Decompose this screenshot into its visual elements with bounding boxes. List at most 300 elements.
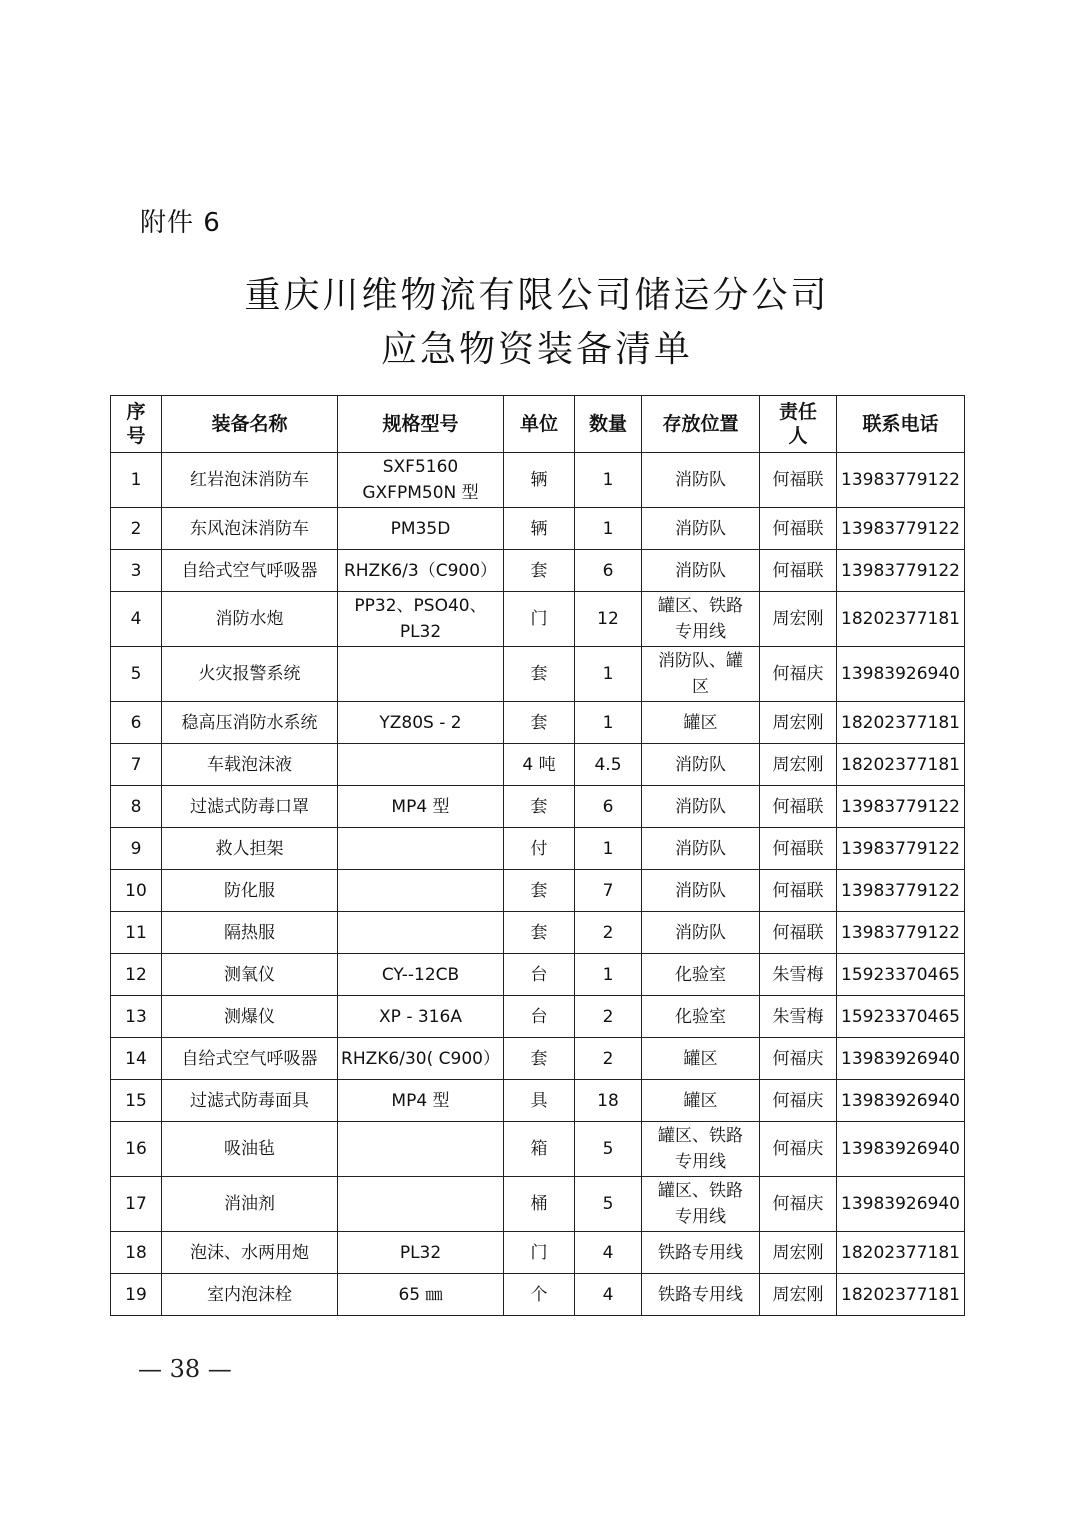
cell-text: YZ80S - 2 — [379, 712, 462, 733]
cell-unit — [504, 508, 575, 550]
cell-name — [162, 550, 338, 592]
cell-no — [111, 744, 162, 786]
cell-text: 套 — [530, 664, 548, 684]
equipment-table — [110, 395, 965, 1316]
cell-no — [111, 453, 162, 508]
cell-text: 6 — [130, 712, 142, 733]
cell-text: 1 — [602, 964, 614, 985]
cell-location — [642, 1274, 760, 1316]
cell-qty — [575, 828, 642, 870]
cell-text: 具 — [530, 1090, 548, 1111]
cell-unit — [504, 744, 575, 786]
cell-text: 7 — [130, 754, 142, 775]
cell-text: PP32、PSO40、 PL32 — [354, 596, 487, 642]
cell-spec — [338, 1177, 504, 1232]
cell-text: 4 — [602, 1242, 614, 1263]
cell-text: 消防队 — [675, 470, 726, 490]
cell-text: 1 — [602, 664, 614, 684]
cell-qty — [575, 1232, 642, 1274]
cell-spec — [338, 1232, 504, 1274]
cell-text: 2 — [602, 922, 614, 943]
cell-text: XP - 316A — [379, 1006, 462, 1027]
cell-spec — [338, 786, 504, 828]
cell-qty — [575, 870, 642, 912]
cell-text: 2 — [130, 518, 142, 539]
cell-text: 19 — [125, 1284, 147, 1305]
cell-no — [111, 1274, 162, 1316]
cell-unit — [504, 647, 575, 702]
cell-person — [760, 1080, 837, 1122]
table-row — [111, 912, 965, 954]
cell-text: 何福联 — [772, 880, 824, 901]
cell-text: 13983926940 — [841, 664, 960, 684]
cell-text: 箱 — [530, 1139, 548, 1159]
header-phone: 联系电话 — [837, 396, 965, 453]
cell-text: 桶 — [530, 1194, 548, 1214]
table-row — [111, 1122, 965, 1177]
cell-unit — [504, 954, 575, 996]
cell-text: 罐区、铁路 专用线 — [658, 1181, 743, 1227]
cell-location — [642, 786, 760, 828]
cell-text: 罐区、铁路 专用线 — [658, 596, 743, 642]
cell-phone — [837, 550, 965, 592]
cell-unit — [504, 870, 575, 912]
cell-location — [642, 702, 760, 744]
cell-text: 周宏刚 — [772, 1284, 824, 1305]
cell-text: 消防队 — [675, 922, 726, 943]
cell-name — [162, 1232, 338, 1274]
cell-spec — [338, 453, 504, 508]
cell-qty — [575, 954, 642, 996]
cell-name — [162, 954, 338, 996]
cell-text: 消油剂 — [224, 1194, 275, 1214]
cell-text: 9 — [130, 838, 142, 859]
cell-unit — [504, 1080, 575, 1122]
cell-text: 铁路专用线 — [658, 1242, 743, 1263]
cell-text: 18202377181 — [841, 1242, 960, 1263]
header-qty: 数量 — [575, 396, 642, 453]
cell-location — [642, 1232, 760, 1274]
cell-spec — [338, 954, 504, 996]
cell-text: MP4 型 — [391, 1090, 450, 1111]
cell-text: 5 — [602, 1194, 614, 1214]
cell-text: PM35D — [390, 518, 451, 539]
header-spec: 规格型号 — [338, 396, 504, 453]
cell-text: 10 — [125, 880, 147, 901]
cell-text: 隔热服 — [224, 922, 275, 943]
cell-text: 个 — [530, 1284, 548, 1305]
cell-phone — [837, 1232, 965, 1274]
cell-text: 吸油毡 — [224, 1139, 275, 1159]
cell-spec — [338, 508, 504, 550]
cell-person — [760, 1232, 837, 1274]
cell-spec — [338, 702, 504, 744]
cell-text: 周宏刚 — [772, 1242, 824, 1263]
cell-text: 13983779122 — [841, 838, 960, 859]
cell-qty — [575, 912, 642, 954]
cell-text: 65 ㎜ — [398, 1284, 443, 1305]
cell-text: 消防队 — [675, 796, 726, 817]
cell-text: 15923370465 — [841, 964, 960, 985]
cell-spec — [338, 1274, 504, 1316]
cell-location — [642, 1080, 760, 1122]
table-row — [111, 786, 965, 828]
cell-qty — [575, 702, 642, 744]
cell-name — [162, 786, 338, 828]
cell-qty — [575, 592, 642, 647]
cell-text: 辆 — [530, 470, 548, 490]
cell-text: 15923370465 — [841, 1006, 960, 1027]
cell-spec — [338, 550, 504, 592]
cell-text: 1 — [602, 712, 614, 733]
cell-text: 何福庆 — [772, 1139, 824, 1159]
cell-text: 消防队 — [675, 880, 726, 901]
cell-text: 何福庆 — [772, 1090, 824, 1111]
cell-text: 5 — [130, 664, 142, 684]
table-row — [111, 954, 965, 996]
cell-spec — [338, 592, 504, 647]
cell-no — [111, 912, 162, 954]
cell-text: 2 — [602, 1006, 614, 1027]
cell-name — [162, 1177, 338, 1232]
header-person: 责任 人 — [760, 396, 837, 453]
table-row — [111, 828, 965, 870]
cell-name — [162, 647, 338, 702]
table-row — [111, 996, 965, 1038]
cell-text: MP4 型 — [391, 796, 450, 817]
cell-no — [111, 1177, 162, 1232]
cell-spec — [338, 1122, 504, 1177]
cell-text: 13 — [125, 1006, 147, 1027]
cell-no — [111, 702, 162, 744]
cell-text: 门 — [530, 1242, 548, 1263]
cell-text: 4 吨 — [522, 754, 556, 775]
cell-phone — [837, 912, 965, 954]
cell-text: 15 — [125, 1090, 147, 1111]
cell-text: 化验室 — [675, 964, 726, 985]
cell-text: 13983779122 — [841, 518, 960, 539]
cell-phone — [837, 954, 965, 996]
cell-no — [111, 1122, 162, 1177]
cell-name — [162, 828, 338, 870]
cell-phone — [837, 1177, 965, 1232]
cell-text: RHZK6/3（C900） — [343, 560, 498, 581]
cell-phone — [837, 870, 965, 912]
cell-text: 台 — [530, 964, 548, 985]
cell-text: 自给式空气呼吸器 — [181, 1048, 318, 1069]
cell-phone — [837, 1122, 965, 1177]
cell-person — [760, 744, 837, 786]
cell-text: 何福联 — [772, 560, 824, 581]
cell-text: 18202377181 — [841, 1284, 960, 1305]
cell-person — [760, 508, 837, 550]
cell-no — [111, 1038, 162, 1080]
cell-name — [162, 744, 338, 786]
cell-location — [642, 1177, 760, 1232]
cell-text: 11 — [125, 922, 147, 943]
cell-text: 18202377181 — [841, 712, 960, 733]
cell-person — [760, 550, 837, 592]
cell-no — [111, 592, 162, 647]
cell-unit — [504, 1122, 575, 1177]
cell-text: 套 — [530, 1048, 548, 1069]
cell-text: 朱雪梅 — [772, 964, 824, 985]
cell-person — [760, 912, 837, 954]
cell-qty — [575, 453, 642, 508]
cell-unit — [504, 786, 575, 828]
cell-name — [162, 453, 338, 508]
cell-person — [760, 870, 837, 912]
cell-person — [760, 1122, 837, 1177]
cell-text: 8 — [130, 796, 142, 817]
cell-phone — [837, 786, 965, 828]
cell-text: 朱雪梅 — [772, 1006, 824, 1027]
cell-qty — [575, 550, 642, 592]
cell-no — [111, 647, 162, 702]
cell-name — [162, 1038, 338, 1080]
cell-unit — [504, 592, 575, 647]
cell-text: 消防水炮 — [215, 609, 284, 629]
cell-text: 1 — [602, 518, 614, 539]
cell-location — [642, 996, 760, 1038]
cell-no — [111, 828, 162, 870]
cell-text: 13983926940 — [841, 1139, 960, 1159]
cell-person — [760, 954, 837, 996]
cell-text: 车载泡沫液 — [207, 754, 292, 775]
table-row — [111, 1274, 965, 1316]
cell-text: 消防队 — [675, 560, 726, 581]
cell-text: 过滤式防毒面具 — [190, 1090, 309, 1111]
cell-name — [162, 1080, 338, 1122]
table-row — [111, 453, 965, 508]
cell-text: 测爆仪 — [224, 1006, 275, 1027]
cell-text: 过滤式防毒口罩 — [190, 796, 309, 817]
cell-phone — [837, 744, 965, 786]
cell-text: RHZK6/30( C900） — [341, 1048, 500, 1069]
cell-text: 7 — [602, 880, 614, 901]
document-subtitle: 应急物资装备清单 — [380, 329, 693, 370]
cell-text: 17 — [125, 1194, 147, 1214]
cell-text: 台 — [530, 1006, 548, 1027]
cell-text: 13983779122 — [841, 880, 960, 901]
cell-text: 室内泡沫栓 — [207, 1284, 292, 1305]
header-no: 序 号 — [111, 396, 162, 453]
header-unit: 单位 — [504, 396, 575, 453]
cell-name — [162, 508, 338, 550]
cell-text: 1 — [130, 470, 142, 490]
cell-text: 付 — [530, 838, 548, 859]
cell-unit — [504, 996, 575, 1038]
cell-text: 周宏刚 — [772, 754, 824, 775]
page-number: — 38 — — [138, 1355, 232, 1383]
cell-location — [642, 592, 760, 647]
cell-text: 消防队 — [675, 518, 726, 539]
cell-text: 13983926940 — [841, 1090, 960, 1111]
table-row — [111, 550, 965, 592]
cell-qty — [575, 1122, 642, 1177]
cell-text: 套 — [530, 560, 548, 581]
cell-text: 13983779122 — [841, 560, 960, 581]
cell-phone — [837, 453, 965, 508]
cell-text: 13983779122 — [841, 470, 960, 490]
table-row — [111, 702, 965, 744]
cell-location — [642, 1122, 760, 1177]
cell-name — [162, 996, 338, 1038]
table-row — [111, 592, 965, 647]
cell-phone — [837, 1274, 965, 1316]
cell-qty — [575, 1274, 642, 1316]
cell-text: 13983779122 — [841, 922, 960, 943]
cell-spec — [338, 912, 504, 954]
cell-phone — [837, 996, 965, 1038]
table-row — [111, 1232, 965, 1274]
cell-person — [760, 592, 837, 647]
cell-text: 火灾报警系统 — [198, 664, 301, 684]
attachment-label: 附件 6 — [140, 208, 221, 238]
cell-phone — [837, 647, 965, 702]
cell-no — [111, 1080, 162, 1122]
cell-text: 消防队、罐 区 — [658, 651, 743, 697]
cell-text: 罐区 — [683, 1090, 718, 1111]
cell-text: 18 — [597, 1090, 619, 1111]
cell-text: 12 — [597, 609, 619, 629]
cell-unit — [504, 912, 575, 954]
cell-text: 16 — [125, 1139, 147, 1159]
table-row — [111, 870, 965, 912]
cell-spec — [338, 1038, 504, 1080]
cell-person — [760, 1038, 837, 1080]
cell-text: 救人担架 — [215, 838, 284, 859]
cell-qty — [575, 1080, 642, 1122]
cell-unit — [504, 1177, 575, 1232]
cell-person — [760, 453, 837, 508]
cell-unit — [504, 453, 575, 508]
cell-text: 套 — [530, 880, 548, 901]
cell-phone — [837, 702, 965, 744]
cell-location — [642, 744, 760, 786]
cell-name — [162, 1274, 338, 1316]
cell-no — [111, 786, 162, 828]
cell-text: 4.5 — [594, 754, 622, 775]
cell-spec — [338, 647, 504, 702]
cell-text: 6 — [602, 560, 614, 581]
document-title: 重庆川维物流有限公司储运分公司 — [244, 275, 830, 316]
table-row — [111, 1038, 965, 1080]
cell-text: 何福庆 — [772, 1194, 824, 1214]
cell-qty — [575, 786, 642, 828]
cell-text: 18 — [125, 1242, 147, 1263]
cell-text: 何福联 — [772, 922, 824, 943]
cell-location — [642, 647, 760, 702]
cell-text: 消防队 — [675, 754, 726, 775]
cell-text: 5 — [602, 1139, 614, 1159]
cell-name — [162, 592, 338, 647]
cell-qty — [575, 996, 642, 1038]
cell-person — [760, 996, 837, 1038]
cell-location — [642, 912, 760, 954]
cell-name — [162, 702, 338, 744]
table-row — [111, 1177, 965, 1232]
cell-spec — [338, 744, 504, 786]
table-row — [111, 1080, 965, 1122]
cell-unit — [504, 702, 575, 744]
cell-phone — [837, 1080, 965, 1122]
cell-text: 罐区 — [683, 712, 718, 733]
cell-person — [760, 1177, 837, 1232]
cell-text: 1 — [602, 838, 614, 859]
cell-text: 18202377181 — [841, 609, 960, 629]
cell-phone — [837, 508, 965, 550]
cell-no — [111, 996, 162, 1038]
cell-location — [642, 453, 760, 508]
table-row — [111, 744, 965, 786]
cell-text: 套 — [530, 922, 548, 943]
cell-text: 何福联 — [772, 796, 824, 817]
cell-text: 消防队 — [675, 838, 726, 859]
cell-no — [111, 550, 162, 592]
cell-text: 周宏刚 — [772, 712, 824, 733]
cell-text: 何福联 — [772, 518, 824, 539]
cell-text: 自给式空气呼吸器 — [181, 560, 318, 581]
cell-location — [642, 1038, 760, 1080]
cell-person — [760, 1274, 837, 1316]
cell-text: 18202377181 — [841, 754, 960, 775]
cell-text: 何福联 — [772, 470, 824, 490]
cell-no — [111, 870, 162, 912]
table-row — [111, 508, 965, 550]
cell-qty — [575, 744, 642, 786]
cell-phone — [837, 828, 965, 870]
cell-name — [162, 912, 338, 954]
cell-no — [111, 508, 162, 550]
cell-location — [642, 870, 760, 912]
cell-text: 3 — [130, 560, 142, 581]
table-header-row — [111, 396, 965, 453]
cell-qty — [575, 1177, 642, 1232]
table-row — [111, 647, 965, 702]
cell-unit — [504, 1274, 575, 1316]
cell-unit — [504, 1232, 575, 1274]
cell-spec — [338, 996, 504, 1038]
cell-text: CY--12CB — [381, 964, 460, 985]
cell-text: 何福联 — [772, 838, 824, 859]
cell-no — [111, 1232, 162, 1274]
cell-text: 罐区 — [683, 1048, 718, 1069]
cell-qty — [575, 647, 642, 702]
cell-person — [760, 786, 837, 828]
cell-location — [642, 550, 760, 592]
cell-text: 套 — [530, 796, 548, 817]
cell-text: 泡沫、水两用炮 — [190, 1242, 309, 1263]
cell-text: 门 — [530, 609, 548, 629]
cell-text: 测氧仪 — [224, 964, 275, 985]
cell-spec — [338, 870, 504, 912]
cell-location — [642, 508, 760, 550]
cell-text: 防化服 — [224, 880, 275, 901]
cell-text: 稳高压消防水系统 — [181, 712, 318, 733]
cell-text: 铁路专用线 — [658, 1284, 743, 1305]
cell-text: SXF5160 GXFPM50N 型 — [362, 457, 479, 503]
cell-phone — [837, 592, 965, 647]
cell-text: 14 — [125, 1048, 147, 1069]
cell-spec — [338, 828, 504, 870]
cell-text: 4 — [130, 609, 142, 629]
cell-text: 2 — [602, 1048, 614, 1069]
header-name: 装备名称 — [162, 396, 338, 453]
cell-unit — [504, 1038, 575, 1080]
cell-text: 东风泡沫消防车 — [190, 518, 309, 539]
cell-text: 何福庆 — [772, 664, 824, 684]
